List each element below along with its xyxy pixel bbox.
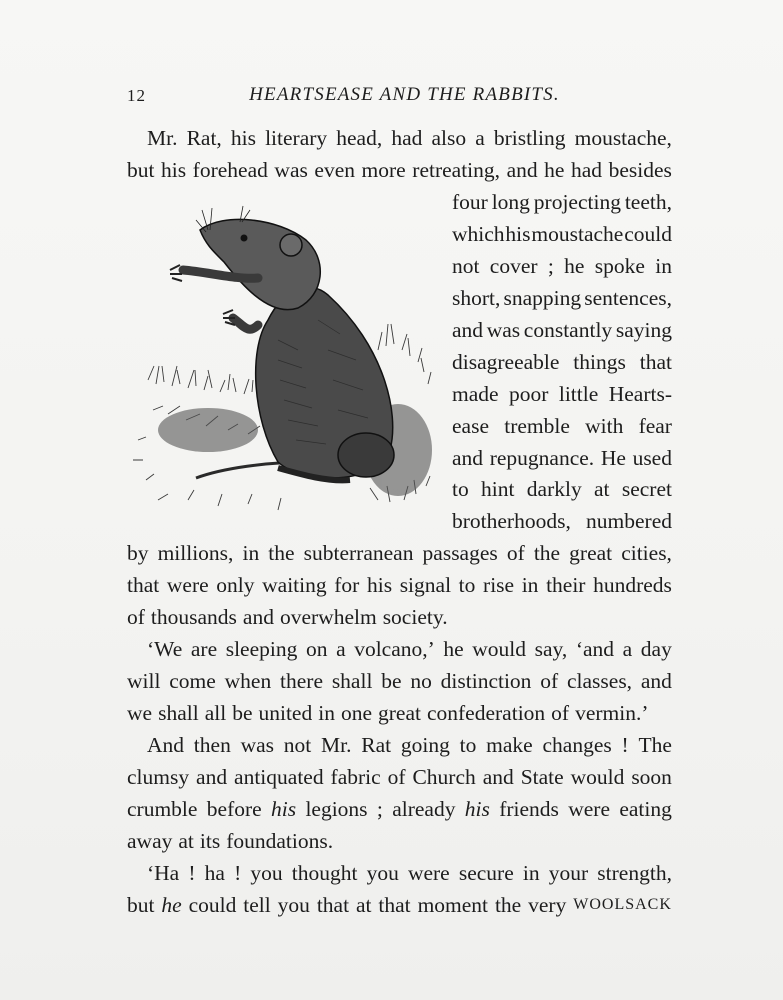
text-line: will come when there shall be no distinction of classes, and bbox=[127, 669, 672, 694]
page-number: 12 bbox=[127, 86, 146, 105]
text-line: made poor little Hearts- bbox=[452, 381, 672, 406]
text-line: but he could tell you that at that moment the very WOOLSACK bbox=[127, 892, 672, 917]
running-title: HEARTSEASE AND THE RABBITS. bbox=[249, 84, 560, 105]
text-line: we shall all be united in one great confederation of vermin.’ bbox=[127, 701, 649, 726]
text-line: ‘We are sleeping on a volcano,’ he would say, ‘and a day bbox=[147, 637, 672, 662]
text-line: and repugnance. He used bbox=[452, 445, 672, 470]
rat-engraving-icon bbox=[128, 200, 438, 530]
text-line: clumsy and antiquated fabric of Church and State would soon bbox=[127, 765, 672, 789]
text-line: of thousands and overwhelm society. bbox=[127, 605, 448, 630]
page-header bbox=[127, 84, 672, 114]
text-line: but his forehead was even more retreating, and he had besides bbox=[127, 157, 672, 182]
text-line: by millions, in the subterranean passages of the great cities, bbox=[127, 541, 672, 566]
text-line: crumble before his legions ; already his friends were eating bbox=[127, 796, 672, 821]
text-line: And then was not Mr. Rat going to make changes ! The bbox=[147, 733, 672, 758]
text-line: to hint darkly at secret bbox=[452, 477, 672, 502]
text-line: that were only waiting for his signal to rise in their hundreds bbox=[127, 573, 672, 598]
text-line: disagreeable things that bbox=[452, 349, 672, 374]
text-line: which his moustache could bbox=[452, 221, 672, 246]
text-line: and was constantly saying bbox=[452, 317, 672, 342]
text-line: away at its foundations. bbox=[127, 828, 334, 853]
text-line: brotherhoods, numbered bbox=[452, 509, 672, 534]
text-line: Mr. Rat, his literary head, had also a bristling moustache, bbox=[147, 126, 672, 150]
text-line: ease tremble with fear bbox=[452, 413, 672, 438]
text-line: ‘Ha ! ha ! you thought you were secure in your strength, bbox=[147, 860, 672, 885]
text-line: not cover ; he spoke in bbox=[452, 253, 672, 278]
text-line: four long projecting teeth, bbox=[452, 189, 672, 214]
text-line: short, snapping sentences, bbox=[452, 285, 672, 310]
